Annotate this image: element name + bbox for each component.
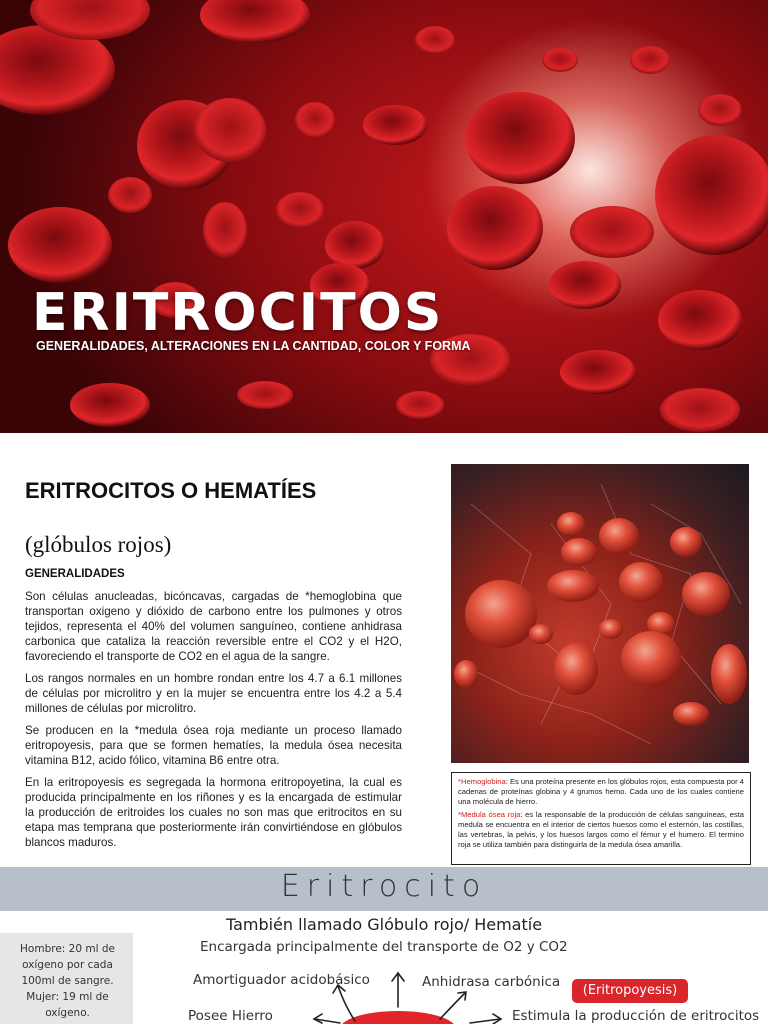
hero-banner [0,0,768,433]
infographic-title: Eritrocito [280,869,488,904]
erythropoiesis-tag: (Eritropoyesis) [572,979,688,1003]
body-text [25,589,402,865]
glossary-entry-hemoglobina [458,777,744,806]
iron-label: Posee Hierro [188,1008,273,1024]
paragraph: Los rangos normales en un hombre rondan entre los 4.7 a 6.1 millones de células por microlitro y en la mujer se encuentra entre los 4.2 a 5.4 millones de células por microlitro. [25,672,402,715]
oxygen-capacity-box: Hombre: 20 ml de oxígeno por cada 100ml de sangre. Mujer: 19 ml de oxígeno. [0,933,133,1024]
glossary-entry-medula [458,810,744,849]
paragraph: Se producen en la *medula ósea roja mediante un proceso llamado eritropoyesis, para que se formen hematíes, la medula ósea necesita vitamina B12, acido fólico, vitamina B6 entre otra. [25,724,402,767]
glossary-box [451,772,751,865]
hero-title: ERITROCITOS [32,283,444,343]
glossary-definition: : es la responsable de la producción de células sanguíneas, esta medula se encuentra en el interior de ciertos huesos como el esternón, las costillas, las vertebras, la pelvis, y los huesos largos como el fémur y el humero. El termino roja se utiliza también para distinguirla de la medula ósea amarilla. [458,810,744,849]
infographic [0,911,768,1024]
paragraph: En la eritropoyesis es segregada la hormona eritropoyetina, la cual es producida principalmente en los riñones y es la encargada de estimular la producción de eritroides los cuales no son mas que eritrocitos en su etapa mas temprana que posteriormente irán convirtiéndose en glóbulos blancos maduros. [25,776,402,849]
main-function-text: Encargada principalmente del transporte de O2 y CO2 [200,939,568,955]
info-section [0,433,768,867]
section-heading: ERITROCITOS O HEMATÍES [25,478,317,503]
glossary-term: *Hemoglobina [458,777,506,786]
carbonic-anhydrase-label: Anhidrasa carbónica [422,974,561,990]
red-cell-shape [340,1011,456,1024]
infographic-subtitle: También llamado Glóbulo rojo/ Hematíe [225,915,543,934]
cell-group [0,0,768,432]
glossary-term: *Medula ósea roja [458,810,521,820]
cells-closeup-illustration [451,464,749,763]
buffer-label: Amortiguador acidobásico [193,972,370,988]
infographic-banner [0,867,768,911]
glossary-definition: : Es una proteína presente en los glóbulos rojos, esta compuesta por 4 cadenas de proteínas globina y 4 grumos hemo. Cada uno de los cuales contiene una molécula de hierro. [458,777,744,806]
blood-cells-image [451,464,749,763]
paragraph: Son células anucleadas, bicóncavas, cargadas de *hemoglobina que transportan oxigeno y dióxido de carbono entre los pulmones y otros tejidos, representa el 40% del volumen sanguíneo, contiene anhidrasa carbonica que cataliza la reacción reversible entre el CO2 y el H2O, favoreciendo el transporte de CO2 en el agua de la sangre. [25,590,402,663]
blood-cells-illustration [0,0,768,433]
production-label: Estimula la producción de eritrocitos [512,1008,760,1024]
section-heading-sub: (glóbulos rojos) [25,532,172,557]
generalidades-label: GENERALIDADES [25,568,125,580]
hero-subtitle: GENERALIDADES, ALTERACIONES EN LA CANTIDAD, COLOR Y FORMA [36,339,471,353]
